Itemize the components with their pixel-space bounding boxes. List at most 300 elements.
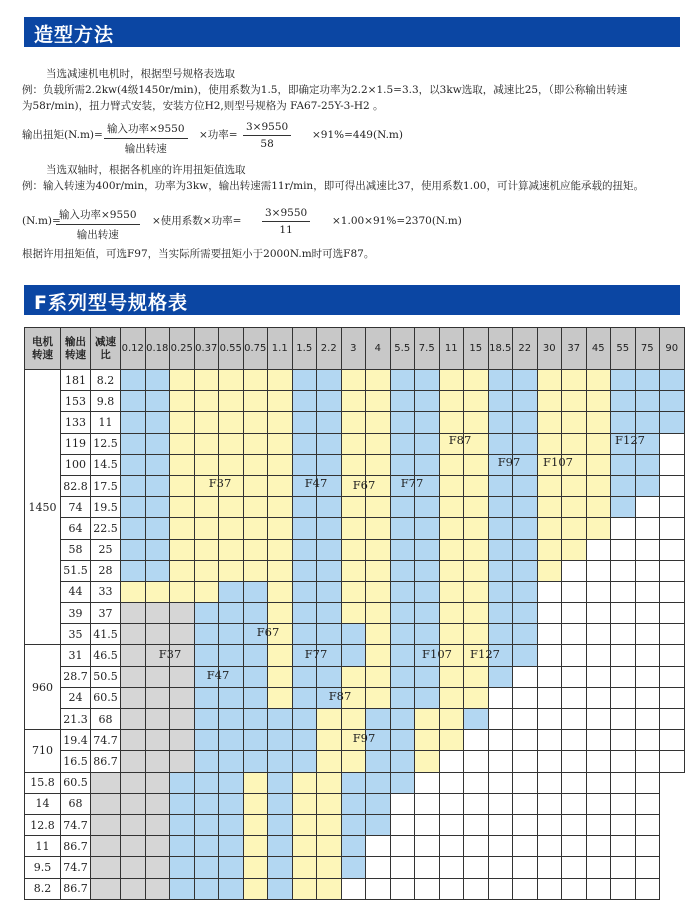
spec-cell <box>341 391 366 412</box>
intro-paragraph: 当选双轴时，根据各机座的许用扭矩值选取 <box>46 164 246 176</box>
spec-cell <box>341 814 366 835</box>
spec-cell <box>170 560 195 581</box>
spec-cell <box>194 454 219 475</box>
spec-cell <box>537 772 562 793</box>
spec-cell <box>366 581 391 602</box>
spec-cell <box>268 666 293 687</box>
spec-cell <box>170 814 195 835</box>
spec-cell <box>660 497 685 518</box>
spec-cell <box>439 518 464 539</box>
spec-cell <box>415 709 440 730</box>
spec-cell <box>194 793 219 814</box>
spec-cell <box>170 709 195 730</box>
spec-cell <box>145 687 170 708</box>
spec-cell <box>513 370 538 391</box>
spec-cell <box>562 497 587 518</box>
formula-tail: ×91%=449(N.m) <box>312 129 403 141</box>
spec-cell <box>537 539 562 560</box>
spec-cell <box>415 581 440 602</box>
spec-cell <box>635 454 660 475</box>
spec-cell <box>341 836 366 857</box>
spec-cell <box>292 412 317 433</box>
spec-cell <box>243 730 268 751</box>
formula-mid: ×使用系数×功率= <box>152 215 242 227</box>
spec-cell <box>537 391 562 412</box>
intro-paragraph: 当选减速机电机时，根据型号规格表选取 <box>46 68 235 80</box>
spec-cell <box>635 391 660 412</box>
ratio-cell: 37 <box>91 603 121 624</box>
spec-cell <box>611 857 636 878</box>
fraction-numerator: 3×9550 <box>243 121 291 136</box>
model-label: F97 <box>497 455 521 469</box>
spec-cell <box>219 412 244 433</box>
spec-cell <box>537 560 562 581</box>
spec-cell <box>219 687 244 708</box>
spec-cell <box>611 518 636 539</box>
spec-cell <box>243 666 268 687</box>
spec-cell <box>611 793 636 814</box>
spec-cell <box>660 730 685 751</box>
spec-cell <box>464 518 489 539</box>
spec-cell <box>415 603 440 624</box>
spec-cell <box>317 814 342 835</box>
example-paragraph: 例：负载所需2.2kw(4级1450r/min)，使用系数为1.5，即确定功率为2.2×1.5=3.3，以3kw选取，减速比25，（即公称输出转速 <box>22 84 628 96</box>
spec-cell <box>268 772 293 793</box>
spec-cell <box>415 412 440 433</box>
spec-cell <box>660 666 685 687</box>
spec-cell <box>562 370 587 391</box>
spec-cell <box>562 730 587 751</box>
formula-label: (N.m)= <box>22 215 61 227</box>
fraction-numerator: 输入功率×9550 <box>104 121 188 139</box>
table-row <box>25 666 685 687</box>
spec-cell <box>219 603 244 624</box>
spec-cell <box>219 751 244 772</box>
spec-cell <box>464 857 489 878</box>
spec-cell <box>586 412 611 433</box>
spec-cell <box>145 433 170 454</box>
spec-cell <box>660 624 685 645</box>
spec-cell <box>439 624 464 645</box>
output-speed-cell: 31 <box>61 645 91 666</box>
spec-cell <box>562 624 587 645</box>
spec-cell <box>635 666 660 687</box>
spec-cell <box>317 836 342 857</box>
model-label: F107 <box>422 647 452 661</box>
spec-cell <box>121 433 146 454</box>
spec-cell <box>488 475 513 496</box>
spec-cell <box>194 836 219 857</box>
spec-cell <box>586 603 611 624</box>
table-row <box>25 624 685 645</box>
spec-cell <box>390 687 415 708</box>
spec-cell <box>488 581 513 602</box>
spec-cell <box>611 391 636 412</box>
spec-cell <box>415 772 440 793</box>
ratio-cell: 68 <box>91 709 121 730</box>
spec-cell <box>464 475 489 496</box>
spec-cell <box>243 560 268 581</box>
table-row <box>25 603 685 624</box>
fraction-denominator: 输出转速 <box>76 229 119 241</box>
fraction-numerator: 3×9550 <box>262 207 310 222</box>
spec-cell <box>562 687 587 708</box>
table-row <box>25 433 685 454</box>
output-speed-cell: 9.5 <box>25 857 61 878</box>
table-row <box>25 539 685 560</box>
spec-cell <box>390 814 415 835</box>
output-speed-cell: 35 <box>61 624 91 645</box>
spec-cell <box>121 624 146 645</box>
spec-cell <box>170 539 195 560</box>
spec-cell <box>611 412 636 433</box>
spec-cell <box>243 645 268 666</box>
ratio-cell: 86.7 <box>61 878 91 899</box>
ratio-cell: 60.5 <box>91 687 121 708</box>
spec-cell <box>366 603 391 624</box>
spec-cell <box>145 709 170 730</box>
spec-cell <box>292 581 317 602</box>
header-output-speed: 输出转速 <box>61 328 91 370</box>
power-header: 5.5 <box>390 328 415 370</box>
spec-cell <box>390 518 415 539</box>
spec-cell <box>292 454 317 475</box>
spec-cell <box>464 687 489 708</box>
spec-cell <box>488 624 513 645</box>
spec-cell <box>390 454 415 475</box>
spec-cell <box>635 560 660 581</box>
spec-cell <box>439 772 464 793</box>
power-header: 2.2 <box>317 328 342 370</box>
spec-cell <box>562 814 587 835</box>
spec-cell <box>341 624 366 645</box>
spec-cell <box>341 666 366 687</box>
spec-cell <box>292 518 317 539</box>
spec-cell <box>586 793 611 814</box>
power-header: 3 <box>341 328 366 370</box>
output-speed-cell: 153 <box>61 391 91 412</box>
spec-cell <box>635 518 660 539</box>
spec-cell <box>562 836 587 857</box>
spec-cell <box>170 454 195 475</box>
spec-cell <box>317 581 342 602</box>
spec-cell <box>464 836 489 857</box>
spec-cell <box>586 433 611 454</box>
spec-cell <box>341 518 366 539</box>
spec-cell <box>194 391 219 412</box>
output-speed-cell: 133 <box>61 412 91 433</box>
spec-cell <box>488 497 513 518</box>
spec-cell <box>219 581 244 602</box>
spec-cell <box>415 454 440 475</box>
spec-cell <box>366 370 391 391</box>
spec-cell <box>366 836 391 857</box>
fraction-numerator: 输入功率×9550 <box>56 207 140 225</box>
spec-cell <box>611 878 636 899</box>
spec-cell <box>317 730 342 751</box>
spec-cell <box>415 687 440 708</box>
spec-cell <box>170 857 195 878</box>
spec-cell <box>219 518 244 539</box>
spec-cell <box>537 581 562 602</box>
spec-cell <box>170 412 195 433</box>
spec-cell <box>586 857 611 878</box>
spec-cell <box>537 645 562 666</box>
power-header: 90 <box>660 328 685 370</box>
spec-cell <box>170 878 195 899</box>
spec-cell <box>145 560 170 581</box>
spec-cell <box>194 687 219 708</box>
spec-cell <box>170 433 195 454</box>
spec-cell <box>611 454 636 475</box>
spec-cell <box>586 814 611 835</box>
spec-cell <box>586 709 611 730</box>
spec-cell <box>562 539 587 560</box>
ratio-cell: 9.8 <box>91 391 121 412</box>
spec-cell <box>415 793 440 814</box>
fraction-denominator: 输出转速 <box>124 143 167 155</box>
spec-cell <box>341 772 366 793</box>
spec-cell <box>243 391 268 412</box>
spec-cell <box>145 772 170 793</box>
spec-cell <box>243 518 268 539</box>
spec-cell <box>243 857 268 878</box>
spec-cell <box>292 687 317 708</box>
spec-cell <box>390 666 415 687</box>
spec-cell <box>292 624 317 645</box>
power-header: 7.5 <box>415 328 440 370</box>
formula-fraction <box>262 207 310 236</box>
spec-cell <box>415 433 440 454</box>
spec-cell <box>145 475 170 496</box>
spec-cell <box>611 687 636 708</box>
model-label: F127 <box>615 433 645 447</box>
spec-cell <box>415 836 440 857</box>
spec-cell <box>170 603 195 624</box>
power-header: 18.5 <box>488 328 513 370</box>
output-speed-cell: 21.3 <box>61 709 91 730</box>
spec-cell <box>439 603 464 624</box>
spec-cell <box>660 370 685 391</box>
example-paragraph: 例：输入转速为400r/min，功率为3kw，输出转速需11r/min，即可得出减速比37，使用系数1.00，可计算减速机应能承载的扭矩。 <box>22 180 644 192</box>
output-speed-cell: 100 <box>61 454 91 475</box>
spec-cell <box>170 751 195 772</box>
spec-cell <box>121 709 146 730</box>
output-speed-cell: 181 <box>61 370 91 391</box>
spec-cell <box>341 370 366 391</box>
spec-cell <box>268 539 293 560</box>
spec-cell <box>317 454 342 475</box>
spec-cell <box>121 539 146 560</box>
spec-cell <box>366 433 391 454</box>
spec-cell <box>635 412 660 433</box>
spec-cell <box>243 751 268 772</box>
spec-cell <box>611 666 636 687</box>
spec-cell <box>121 814 146 835</box>
spec-cell <box>415 730 440 751</box>
spec-cell <box>317 857 342 878</box>
spec-cell <box>91 814 121 835</box>
spec-cell <box>513 497 538 518</box>
spec-cell <box>537 814 562 835</box>
spec-cell <box>145 878 170 899</box>
spec-cell <box>194 730 219 751</box>
spec-cell <box>660 751 685 772</box>
spec-cell <box>390 793 415 814</box>
spec-cell <box>660 645 685 666</box>
model-label: F107 <box>543 455 573 469</box>
spec-cell <box>390 878 415 899</box>
power-header: 0.75 <box>243 328 268 370</box>
spec-cell <box>488 560 513 581</box>
spec-cell <box>366 645 391 666</box>
spec-cell <box>366 687 391 708</box>
section-header-selection-method <box>24 17 680 47</box>
spec-cell <box>586 560 611 581</box>
spec-cell <box>194 497 219 518</box>
spec-cell <box>611 497 636 518</box>
formula-fraction <box>243 121 291 150</box>
spec-cell <box>121 560 146 581</box>
spec-cell <box>292 730 317 751</box>
spec-cell <box>390 497 415 518</box>
spec-cell <box>145 370 170 391</box>
spec-cell <box>145 454 170 475</box>
spec-cell <box>635 751 660 772</box>
spec-cell <box>439 454 464 475</box>
spec-cell <box>366 560 391 581</box>
spec-cell <box>660 454 685 475</box>
spec-cell <box>170 687 195 708</box>
spec-cell <box>145 836 170 857</box>
spec-cell <box>317 878 342 899</box>
spec-cell <box>366 793 391 814</box>
output-speed-cell: 74 <box>61 497 91 518</box>
spec-cell <box>513 709 538 730</box>
spec-cell <box>170 475 195 496</box>
spec-cell <box>537 370 562 391</box>
spec-cell <box>562 772 587 793</box>
spec-cell <box>635 687 660 708</box>
spec-cell <box>341 412 366 433</box>
spec-cell <box>635 878 660 899</box>
spec-cell <box>341 857 366 878</box>
spec-cell <box>513 730 538 751</box>
spec-cell <box>611 624 636 645</box>
spec-cell <box>611 772 636 793</box>
spec-cell <box>292 391 317 412</box>
spec-cell <box>219 772 244 793</box>
spec-cell <box>415 391 440 412</box>
spec-cell <box>366 539 391 560</box>
section-header-spec-table <box>24 285 680 315</box>
spec-cell <box>243 497 268 518</box>
spec-cell <box>464 624 489 645</box>
table-row <box>25 581 685 602</box>
spec-cell <box>268 560 293 581</box>
spec-cell <box>170 370 195 391</box>
spec-cell <box>439 539 464 560</box>
spec-cell <box>586 730 611 751</box>
spec-cell <box>586 836 611 857</box>
table-row <box>25 687 685 708</box>
output-speed-cell: 24 <box>61 687 91 708</box>
spec-cell <box>145 412 170 433</box>
ratio-cell: 60.5 <box>61 772 91 793</box>
output-speed-cell: 28.7 <box>61 666 91 687</box>
spec-cell <box>537 836 562 857</box>
spec-cell <box>635 814 660 835</box>
spec-cell <box>513 391 538 412</box>
spec-cell <box>317 370 342 391</box>
table-header-row <box>25 328 685 370</box>
spec-cell <box>488 391 513 412</box>
spec-cell <box>660 539 685 560</box>
spec-cell <box>537 497 562 518</box>
spec-cell <box>635 709 660 730</box>
spec-cell <box>635 497 660 518</box>
power-header: 0.18 <box>145 328 170 370</box>
spec-cell <box>415 518 440 539</box>
spec-cell <box>611 836 636 857</box>
spec-cell <box>537 412 562 433</box>
spec-cell <box>268 391 293 412</box>
spec-cell <box>513 814 538 835</box>
spec-cell <box>390 857 415 878</box>
spec-cell <box>194 878 219 899</box>
spec-cell <box>243 475 268 496</box>
ratio-cell: 17.5 <box>91 475 121 496</box>
table-row <box>25 814 685 835</box>
spec-cell <box>91 878 121 899</box>
ratio-cell: 28 <box>91 560 121 581</box>
ratio-cell: 19.5 <box>91 497 121 518</box>
table-row <box>25 412 685 433</box>
spec-cell <box>464 666 489 687</box>
power-header: 11 <box>439 328 464 370</box>
spec-cell <box>170 518 195 539</box>
table-row <box>25 772 685 793</box>
power-header: 75 <box>635 328 660 370</box>
spec-cell <box>586 878 611 899</box>
spec-cell <box>121 878 146 899</box>
spec-cell <box>390 433 415 454</box>
spec-cell <box>121 687 146 708</box>
spec-cell <box>660 603 685 624</box>
spec-cell <box>635 370 660 391</box>
spec-cell <box>170 793 195 814</box>
spec-cell <box>194 433 219 454</box>
spec-cell <box>366 772 391 793</box>
spec-cell <box>317 433 342 454</box>
spec-cell <box>513 475 538 496</box>
spec-cell <box>439 581 464 602</box>
spec-cell <box>390 709 415 730</box>
spec-cell <box>464 603 489 624</box>
spec-cell <box>292 560 317 581</box>
spec-cell <box>366 497 391 518</box>
spec-cell <box>513 539 538 560</box>
spec-cell <box>341 581 366 602</box>
spec-cell <box>243 709 268 730</box>
spec-cell <box>513 666 538 687</box>
spec-cell <box>243 433 268 454</box>
ratio-cell: 14.5 <box>91 454 121 475</box>
spec-cell <box>219 391 244 412</box>
spec-cell <box>121 730 146 751</box>
ratio-cell: 11 <box>91 412 121 433</box>
spec-cell <box>611 539 636 560</box>
